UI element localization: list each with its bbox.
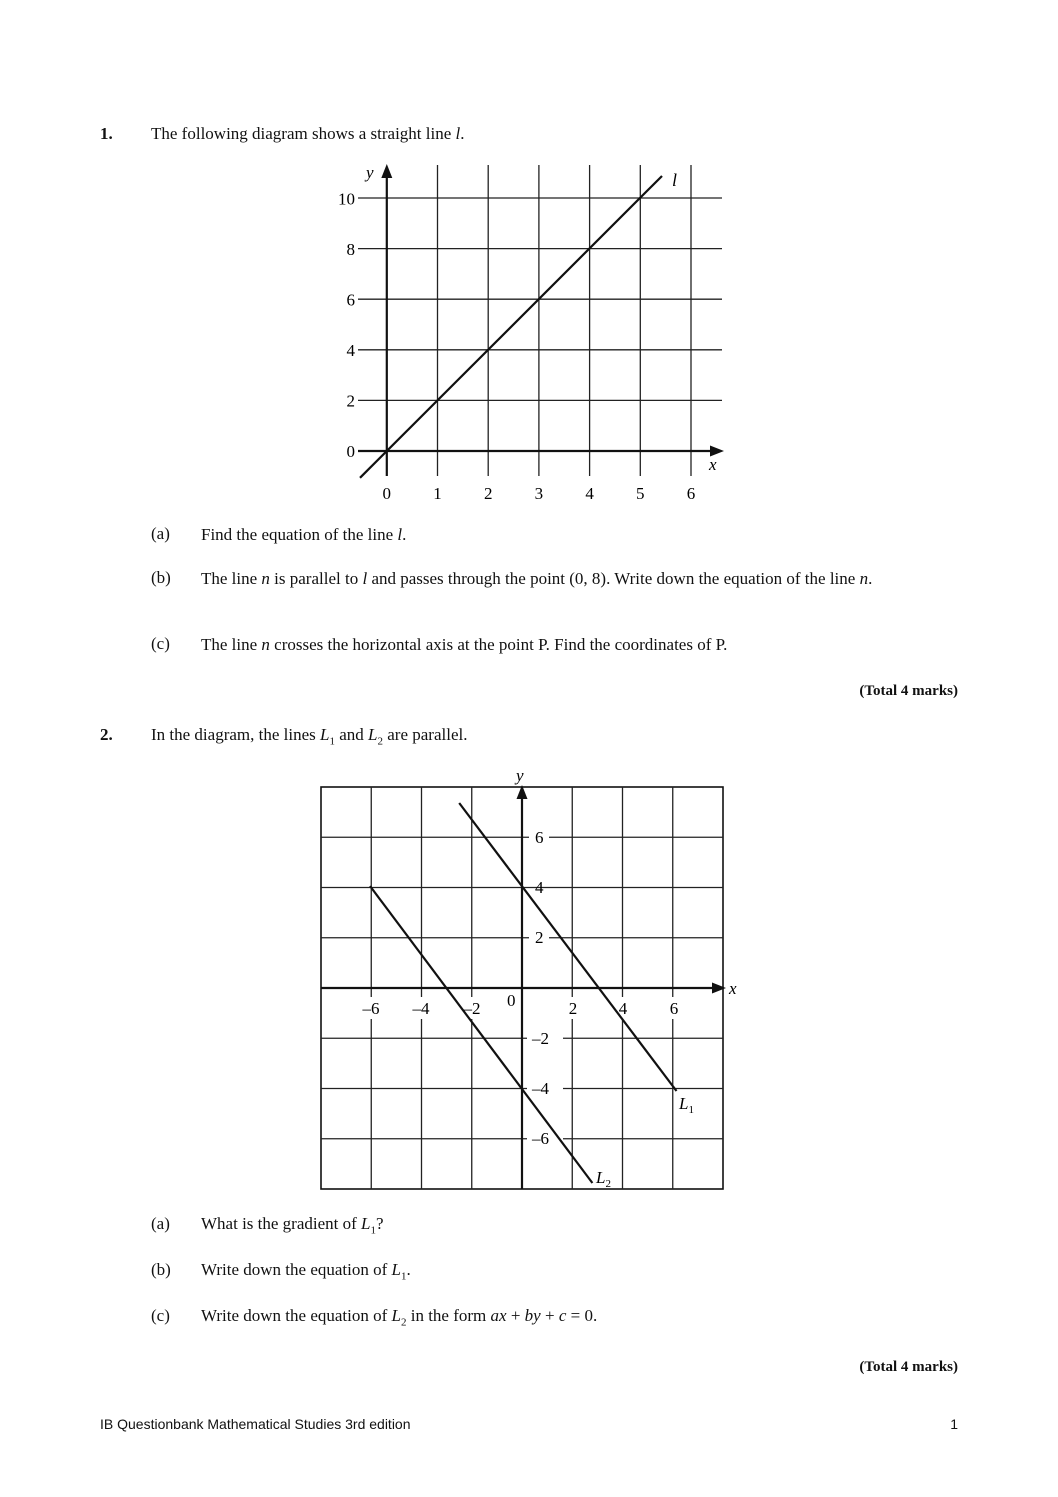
question-1-part-label: (a) bbox=[151, 524, 170, 543]
text-run: are parallel. bbox=[383, 725, 468, 744]
question-1-number: 1. bbox=[100, 124, 113, 143]
x-tick-label: –6 bbox=[362, 999, 380, 1018]
text-run: in the form bbox=[406, 1306, 491, 1325]
x-tick-label: 3 bbox=[534, 484, 544, 503]
graph-line-l bbox=[0, 0, 1058, 520]
y-axis-label: y bbox=[366, 163, 374, 182]
x-tick-labels bbox=[383, 484, 696, 503]
text-run: . bbox=[406, 1260, 411, 1279]
line-L2-label: $L_2$ bbox=[596, 1168, 611, 1190]
question-2-number: 2. bbox=[100, 725, 113, 744]
question-1-part-label: (b) bbox=[151, 568, 171, 587]
math-variable: L bbox=[368, 725, 378, 744]
question-1-total-marks: (Total 4 marks) bbox=[859, 683, 958, 699]
y-tick-label: 0 bbox=[346, 442, 355, 461]
footer-source: IB Questionbank Mathematical Studies 3rd edition bbox=[100, 1416, 411, 1432]
question-2-total-marks: (Total 4 marks) bbox=[859, 1359, 958, 1375]
subscript: 2 bbox=[377, 735, 383, 748]
y-tick-label: 6 bbox=[346, 290, 355, 310]
y-axis-arrow bbox=[381, 164, 392, 178]
x-tick-label: 4 bbox=[618, 999, 628, 1018]
subscript: 1 bbox=[370, 1224, 376, 1237]
text-run: + bbox=[506, 1306, 525, 1325]
graph-parallel-lines bbox=[0, 760, 1058, 1200]
y-axis-label: y bbox=[516, 766, 524, 785]
math-variable: L bbox=[361, 1214, 371, 1233]
question-2-part-a-text bbox=[201, 1214, 901, 1236]
text-run: Write down the equation of bbox=[201, 1306, 392, 1325]
question-2-part-b-text bbox=[201, 1260, 901, 1282]
text-run: The line bbox=[201, 635, 262, 654]
x-axis-arrow bbox=[712, 983, 726, 994]
question-2-part-label: (b) bbox=[151, 1260, 171, 1279]
y-tick-label: 10 bbox=[338, 189, 355, 209]
text-run: What is the gradient of bbox=[201, 1214, 362, 1233]
x-axis-label: x bbox=[729, 979, 737, 998]
math-variable: n bbox=[859, 569, 869, 588]
x-tick-label: 5 bbox=[636, 484, 645, 503]
x-tick-label: 2 bbox=[568, 999, 578, 1018]
text-run: Write down the equation of bbox=[201, 1260, 392, 1279]
x-tick-label: –4 bbox=[412, 999, 430, 1018]
page-number: 1 bbox=[950, 1416, 958, 1432]
y-tick-label: 6 bbox=[535, 828, 544, 847]
y-tick-label: –6 bbox=[532, 1129, 549, 1148]
x-tick-label: 2 bbox=[483, 484, 493, 503]
line-L1-label: $L_1$ bbox=[679, 1094, 694, 1116]
y-tick-label: 2 bbox=[346, 391, 355, 411]
text-run: . bbox=[402, 525, 407, 544]
text-run: crosses the horizontal axis at the point P. Find the coordinates of P. bbox=[269, 635, 728, 654]
question-1-part-c-text bbox=[201, 634, 901, 656]
y-tick-label: 8 bbox=[346, 240, 355, 259]
math-variable: l bbox=[397, 525, 403, 544]
question-2-part-c-text bbox=[201, 1306, 901, 1328]
text-run: . bbox=[868, 569, 873, 588]
subscript: 2 bbox=[400, 1316, 407, 1329]
x-tick-label: –2 bbox=[463, 999, 481, 1018]
question-1-intro: The following diagram shows a straight line l. bbox=[151, 124, 465, 143]
text-run: and bbox=[334, 725, 369, 744]
subscript: 1 bbox=[329, 735, 335, 748]
x-axis-label: x bbox=[709, 455, 717, 474]
math-variable: L bbox=[391, 1306, 401, 1325]
subscript: 1 bbox=[400, 1270, 407, 1283]
text-run: + bbox=[540, 1306, 559, 1325]
math-variable: l bbox=[362, 569, 368, 588]
question-1-part-label: (c) bbox=[151, 634, 170, 653]
origin-label: 0 bbox=[507, 991, 516, 1010]
line-l bbox=[360, 176, 662, 478]
x-tick-label: 1 bbox=[433, 484, 442, 503]
y-tick-label: 4 bbox=[535, 878, 544, 897]
x-tick-label: 6 bbox=[669, 999, 679, 1018]
math-variable: L bbox=[391, 1260, 401, 1279]
text-run: ? bbox=[376, 1214, 384, 1233]
math-variable: ax bbox=[490, 1306, 507, 1325]
text-run: The line bbox=[201, 569, 262, 588]
text-run: and passes through the point (0, 8). Write down the equation of the line bbox=[367, 569, 860, 588]
question-2-part-label: (a) bbox=[151, 1214, 170, 1233]
question-2-part-label: (c) bbox=[151, 1306, 170, 1325]
math-variable: by bbox=[524, 1306, 541, 1325]
y-tick-labels bbox=[338, 190, 356, 462]
text-run: Find the equation of the line bbox=[201, 525, 398, 544]
math-variable: n bbox=[261, 569, 270, 588]
y-tick-label: –2 bbox=[532, 1029, 549, 1048]
text-run: = 0. bbox=[566, 1306, 598, 1325]
x-tick-label: 6 bbox=[686, 484, 696, 503]
line-l-label: l bbox=[672, 170, 678, 190]
question-1-part-b-text bbox=[201, 568, 901, 590]
math-variable: n bbox=[261, 635, 270, 654]
y-tick-label: –4 bbox=[532, 1079, 549, 1098]
grid-lines bbox=[358, 165, 722, 476]
question-2-intro bbox=[151, 725, 467, 747]
question-1-part-a-text bbox=[201, 524, 901, 546]
math-variable: L bbox=[320, 725, 330, 744]
y-tick-label: 4 bbox=[346, 341, 355, 360]
text-run: is parallel to bbox=[269, 569, 363, 588]
x-tick-label: 0 bbox=[382, 484, 392, 503]
math-variable: c bbox=[558, 1306, 567, 1325]
x-tick-label: 4 bbox=[585, 484, 594, 503]
y-tick-label: 2 bbox=[535, 928, 544, 947]
text-run: In the diagram, the lines bbox=[151, 725, 321, 744]
